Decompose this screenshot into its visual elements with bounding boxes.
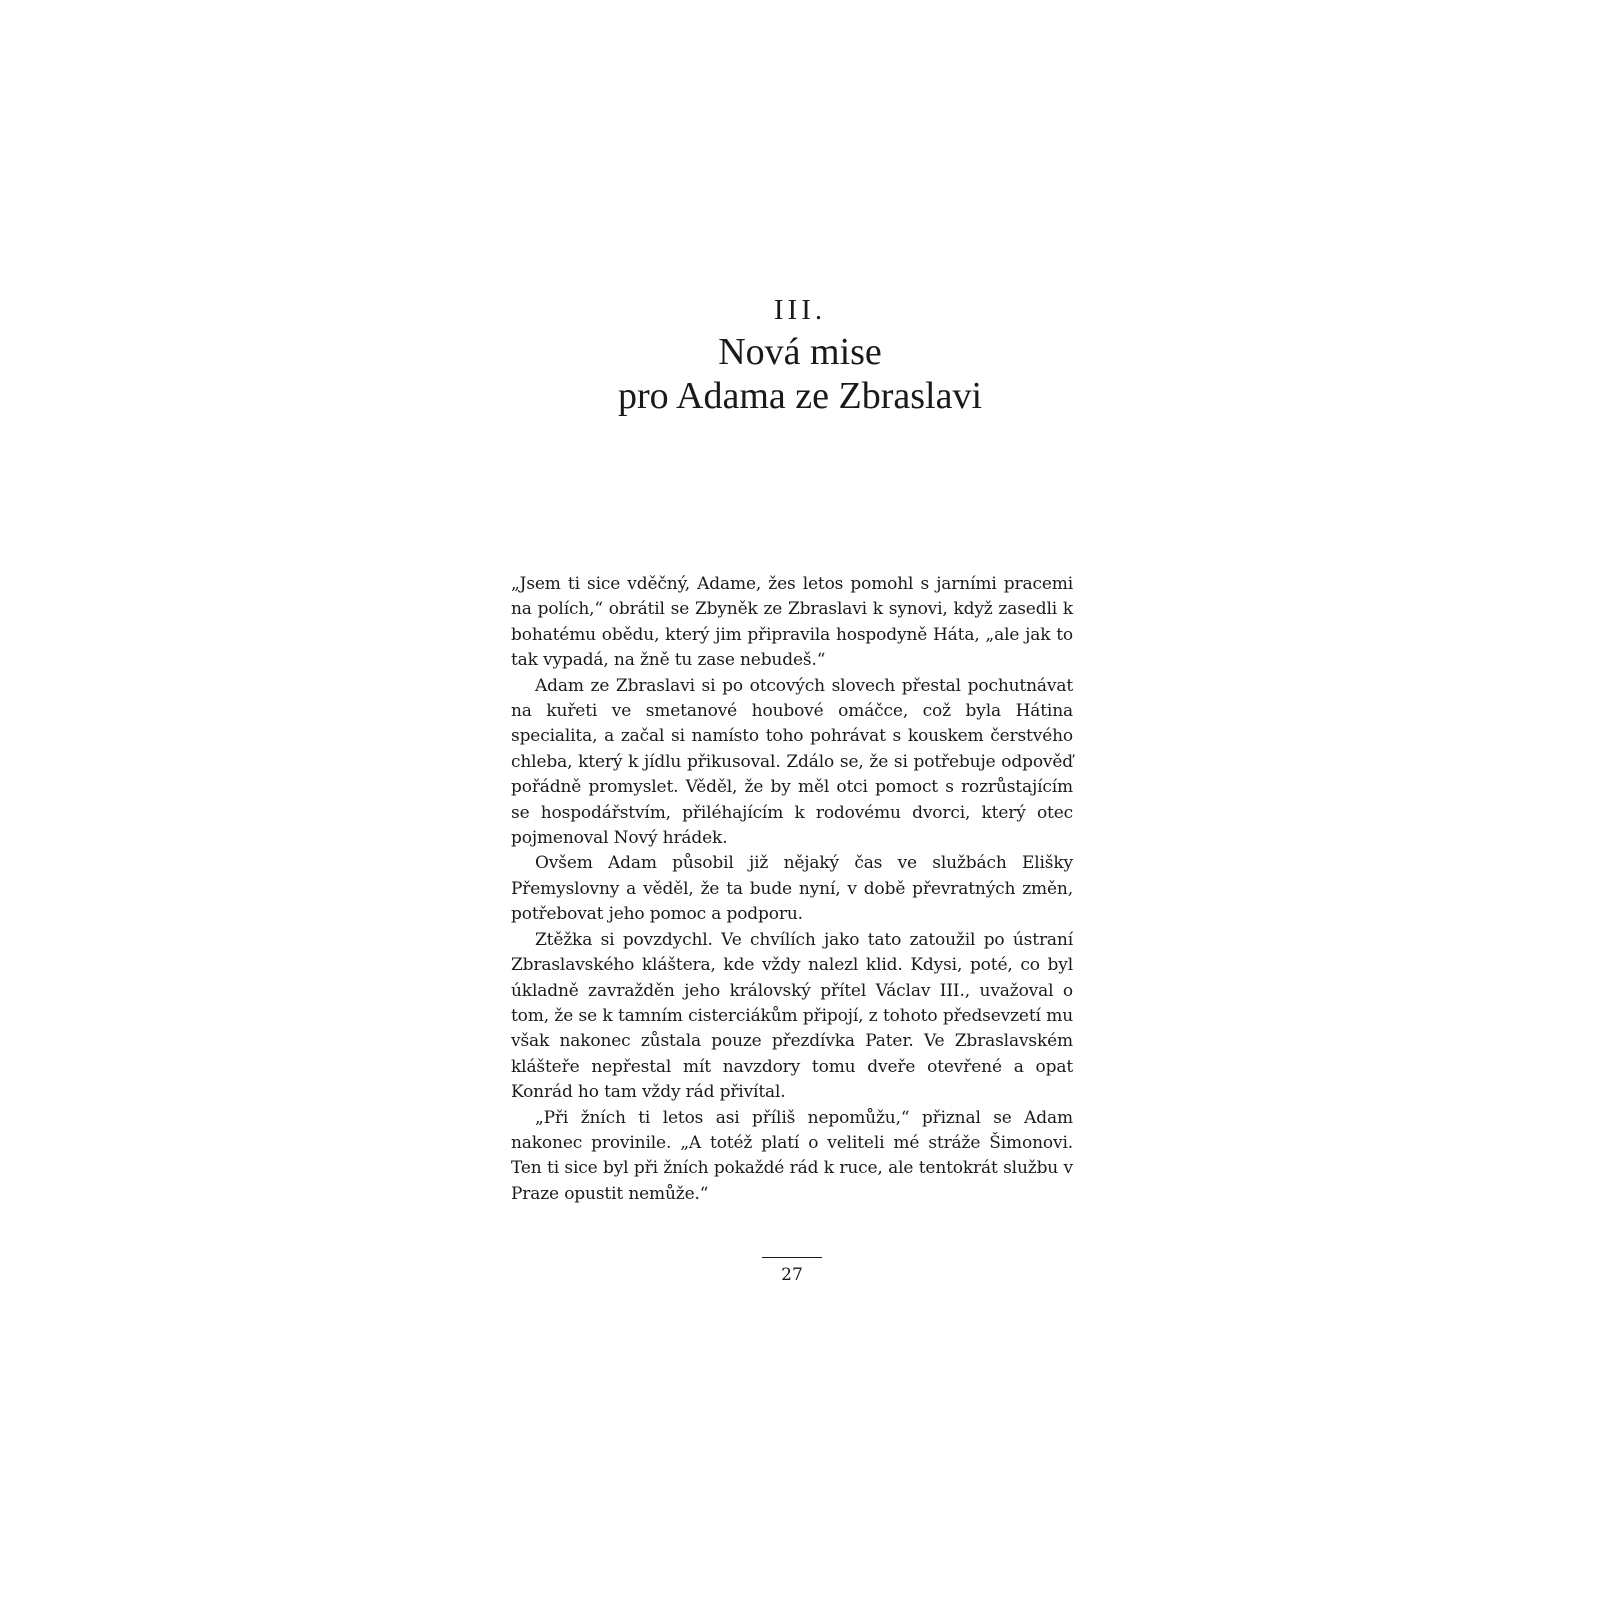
page-number: 27 [781, 1265, 803, 1285]
chapter-number: III. [773, 294, 827, 326]
paragraph-4: Ztěžka si povzdychl. Ve chvílích jako tato zatoužil po ústraní Zbraslavského kláštera, kde vždy nalezl klid. Kdysi, poté, co byl úkladně zavražděn jeho královský přítel Václav III., uvažoval o tom, že se k tamním cisterciákům připojí, z tohoto předsevzetí mu však nakonec zůstala pouze přezdívka Pater. Ve Zbraslavském klášteře nepřestal mít navzdory tomu dveře otevřené a opat Konrád ho tam vždy rád přivítal. [511, 929, 1073, 1103]
chapter-title [0, 330, 1600, 418]
body-text [511, 572, 1073, 1207]
chapter-title-line-1: Nová mise [718, 331, 882, 373]
paragraph-2: Adam ze Zbraslavi si po otcových slovech přestal pochutnávat na kuřeti ve smetanové houbové omáčce, což byla Hátina specialita, a začal si namísto toho pohrávat s kouskem čerstvého chleba, který k jídlu přikusoval. Zdálo se, že si potřebuje odpověď pořádně promyslet. Věděl, že by měl otci pomoct s rozrůstajícím se hospodářstvím, přiléhajícím k rodovému dvorci, který otec pojmenoval Nový hrádek. [511, 675, 1073, 849]
paragraph-3: Ovšem Adam působil již nějaký čas ve službách Elišky Přemyslovny a věděl, že ta bude nyní, v době převratných změn, potřebovat jeho pomoc a podporu. [511, 853, 1073, 925]
paragraph-1: „Jsem ti sice vděčný, Adame, žes letos pomohl s jarními pracemi na polích,“ obrátil se Zbyněk ze Zbraslavi k synovi, když zasedli k bohatému obědu, který jim připravila hospodyně Háta, „ale jak to tak vypadá, na žně tu zase nebudeš.“ [511, 574, 1073, 671]
chapter-title-line-2: pro Adama ze Zbraslavi [617, 375, 983, 417]
paragraph-5: „Při žních ti letos asi příliš nepomůžu,“ přiznal se Adam nakonec provinile. „A totéž platí o veliteli mé stráže Šimonovi. Ten ti sice byl při žních pokaždé rád k ruce, ale tentokrát službu v Praze opustit nemůže.“ [511, 1107, 1073, 1204]
page-number-rule [762, 1257, 822, 1258]
